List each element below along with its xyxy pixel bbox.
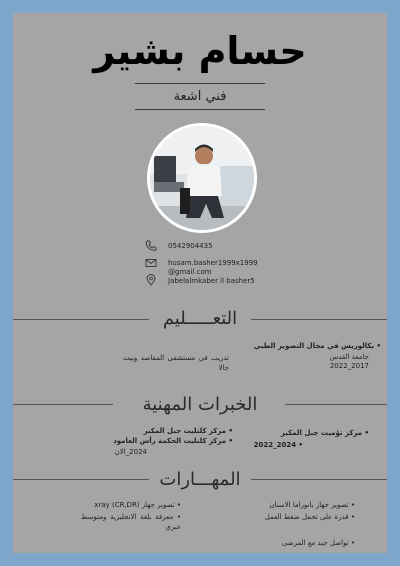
phone-icon bbox=[145, 240, 157, 252]
job-title: فني اشعة bbox=[173, 89, 227, 104]
experience-center-3: • مركز كلنليت الحكمة رأس العامود bbox=[63, 437, 233, 445]
title-divider-top bbox=[135, 83, 265, 84]
experience-left-years: 2024_الان bbox=[114, 448, 147, 456]
education-heading: التعـــــليم bbox=[162, 308, 238, 329]
profile-photo-image bbox=[150, 126, 254, 230]
phone-number: 0542904435 bbox=[168, 242, 213, 250]
email-icon bbox=[145, 257, 157, 269]
email-line-1: husam.basher1999x1999 bbox=[168, 259, 258, 267]
skill-right-1: • تصوير جهاز بانوراما الاسنان bbox=[205, 501, 355, 509]
education-training: تدريب في مستشفى المقاصد وبيت جالا bbox=[123, 354, 229, 372]
location-icon bbox=[145, 274, 157, 286]
address: Jabelalmkaber ll basher5 bbox=[168, 277, 255, 285]
experience-heading: الخبرات المهنية bbox=[142, 394, 258, 415]
title-divider-bottom bbox=[135, 109, 265, 110]
education-degree: • بكالوريس في مجال التصوير الطبي bbox=[231, 342, 381, 350]
skills-heading: المهـــارات bbox=[159, 469, 241, 490]
experience-center-1-years: • 2024_2022 bbox=[223, 441, 303, 449]
skill-left-2: • معرفة بلغة الانجليزية ومتوسط عبري bbox=[81, 512, 181, 532]
skill-left-1: • تصوير جهاز xray (CR,DR) bbox=[81, 501, 181, 509]
profile-photo bbox=[147, 123, 257, 233]
education-university: جامعة القدس bbox=[329, 353, 369, 361]
education-years: 2017_2022 bbox=[329, 362, 369, 370]
person-name: حسام بشير bbox=[93, 29, 307, 73]
experience-center-1: • مركز تؤميت جبل المكبر bbox=[239, 429, 369, 437]
resume-sheet bbox=[13, 13, 387, 553]
email-line-2: @gmail.com bbox=[168, 268, 212, 276]
experience-center-2: • مركز كلنليت جبل المكبر bbox=[83, 427, 233, 435]
skill-right-3: • تواصل جيد مع المرضى bbox=[205, 539, 355, 547]
skill-right-2: • قدرة على تحمل ضغط العمل bbox=[259, 512, 355, 522]
